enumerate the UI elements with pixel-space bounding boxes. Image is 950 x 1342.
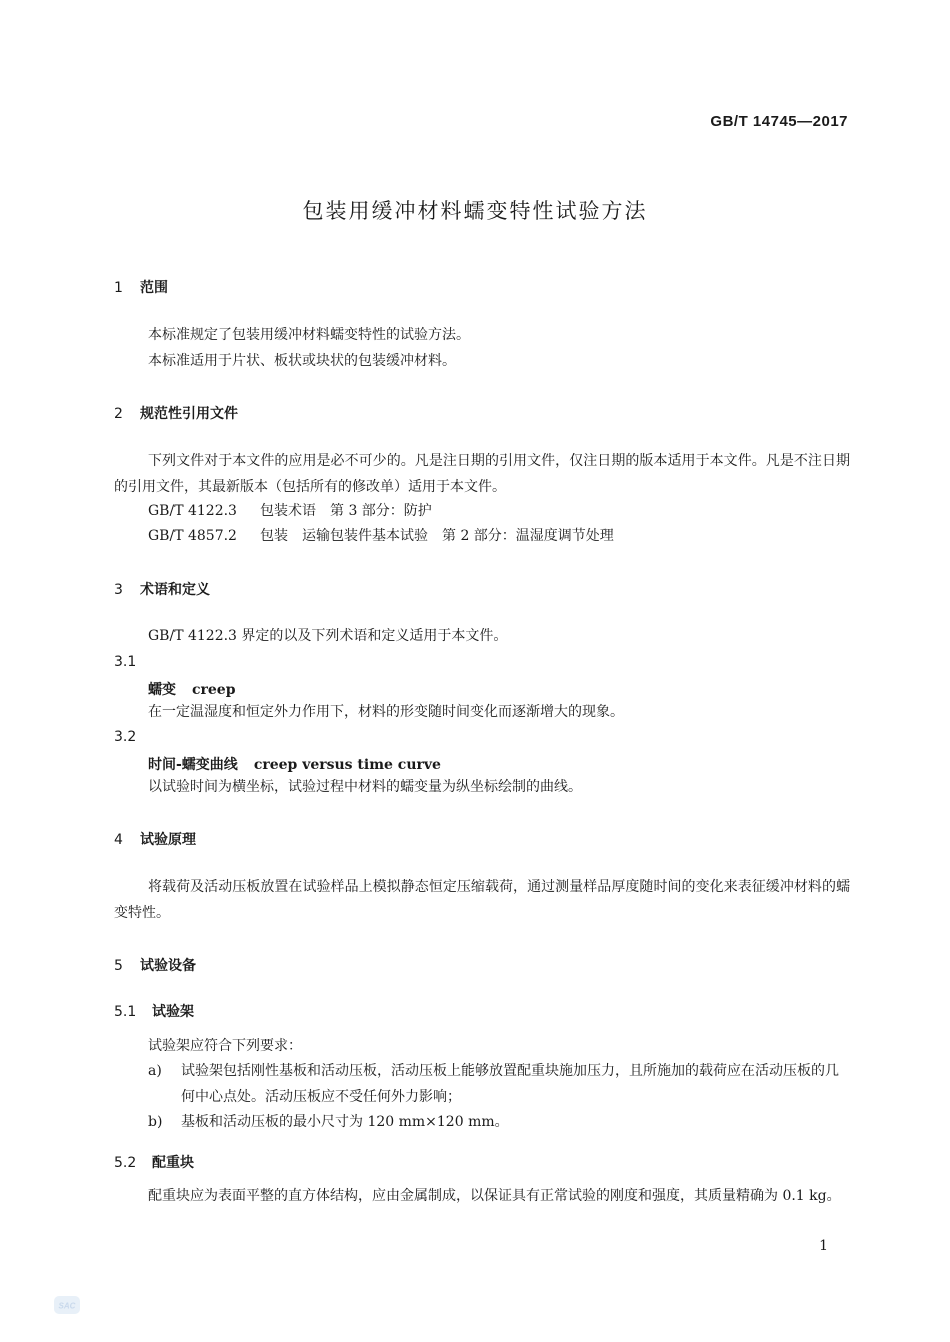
- section-title: 试验设备: [140, 958, 196, 974]
- subsection-5-1-heading: [114, 1001, 194, 1021]
- term-heading: [148, 754, 441, 774]
- list-text: 试验架包括刚性基板和活动压板，活动压板上能够放置配重块施加压力，且所施加的载荷应在活动压板的几何中心点处。活动压板应不受任何外力影响；: [181, 1063, 839, 1105]
- reference-code: GB/T 4122.3: [148, 503, 237, 519]
- section-title: 范围: [140, 280, 168, 296]
- reference-code: GB/T 4857.2: [148, 528, 237, 544]
- normative-references-paragraph: 下列文件对于本文件的应用是必不可少的。凡是注日期的引用文件，仅注日期的版本适用于本文件。凡是不注日期的引用文件，其最新版本（包括所有的修改单）适用于本文件。: [114, 453, 850, 495]
- term-en: creep versus time curve: [253, 757, 441, 773]
- term-number: 3.2: [114, 729, 137, 745]
- list-text: 基板和活动压板的最小尺寸为 120 mm×120 mm。: [181, 1114, 509, 1130]
- principle-paragraph: 将载荷及活动压板放置在试验样品上模拟静态恒定压缩载荷，通过测量样品厚度随时间的变化来表征缓冲材料的蠕变特性。: [114, 879, 850, 921]
- section-number: 5: [114, 958, 123, 974]
- svg-text:SAC: SAC: [58, 1301, 76, 1311]
- test-rack-intro: 试验架应符合下列要求：: [148, 1038, 302, 1054]
- list-marker: b): [148, 1114, 163, 1130]
- list-item: [148, 1058, 850, 1110]
- document-title: 包装用缓冲材料蠕变特性试验方法: [302, 199, 648, 223]
- term-number: 3.1: [114, 654, 137, 670]
- sac-logo-icon: [54, 1296, 80, 1314]
- term-zh: 蠕变: [148, 682, 176, 698]
- reference-item: [148, 523, 614, 549]
- section-title: 术语和定义: [140, 582, 210, 598]
- term-definition: 在一定温湿度和恒定外力作用下，材料的形变随时间变化而逐渐增大的现象。: [148, 704, 624, 720]
- terms-intro: GB/T 4122.3 界定的以及下列术语和定义适用于本文件。: [148, 628, 508, 644]
- term-zh: 时间-蠕变曲线: [148, 757, 238, 773]
- term-heading: [148, 679, 236, 699]
- subsection-number: 5.1: [114, 1004, 137, 1020]
- subsection-title: 试验架: [152, 1004, 194, 1020]
- section-2-heading: [114, 403, 238, 423]
- section-number: 3: [114, 582, 123, 598]
- scope-paragraph-1: 本标准规定了包装用缓冲材料蠕变特性的试验方法。: [148, 327, 470, 343]
- list-marker: a): [148, 1063, 162, 1079]
- section-title: 试验原理: [140, 832, 196, 848]
- section-title: 规范性引用文件: [140, 406, 238, 422]
- section-4-heading: [114, 829, 196, 849]
- section-5-heading: [114, 955, 196, 975]
- subsection-number: 5.2: [114, 1155, 137, 1171]
- section-1-heading: [114, 277, 168, 297]
- reference-item: [148, 498, 432, 524]
- term-en: creep: [192, 682, 236, 698]
- page-number: 1: [819, 1238, 828, 1254]
- list-item: [148, 1109, 850, 1135]
- standard-code: GB/T 14745—2017: [710, 113, 848, 130]
- section-number: 2: [114, 406, 123, 422]
- scope-paragraph-2: 本标准适用于片状、板状或块状的包装缓冲材料。: [148, 353, 456, 369]
- reference-text: 包装 运输包装件基本试验 第 2 部分：温湿度调节处理: [260, 528, 614, 544]
- subsection-5-2-heading: [114, 1152, 194, 1172]
- section-number: 4: [114, 832, 123, 848]
- subsection-title: 配重块: [152, 1155, 194, 1171]
- section-number: 1: [114, 280, 123, 296]
- section-3-heading: [114, 579, 210, 599]
- weight-paragraph: 配重块应为表面平整的直方体结构，应由金属制成，以保证具有正常试验的刚度和强度，其质量精确为 0.1 kg。: [148, 1188, 841, 1204]
- reference-text: 包装术语 第 3 部分：防护: [260, 503, 432, 519]
- term-definition: 以试验时间为横坐标，试验过程中材料的蠕变量为纵坐标绘制的曲线。: [148, 779, 582, 795]
